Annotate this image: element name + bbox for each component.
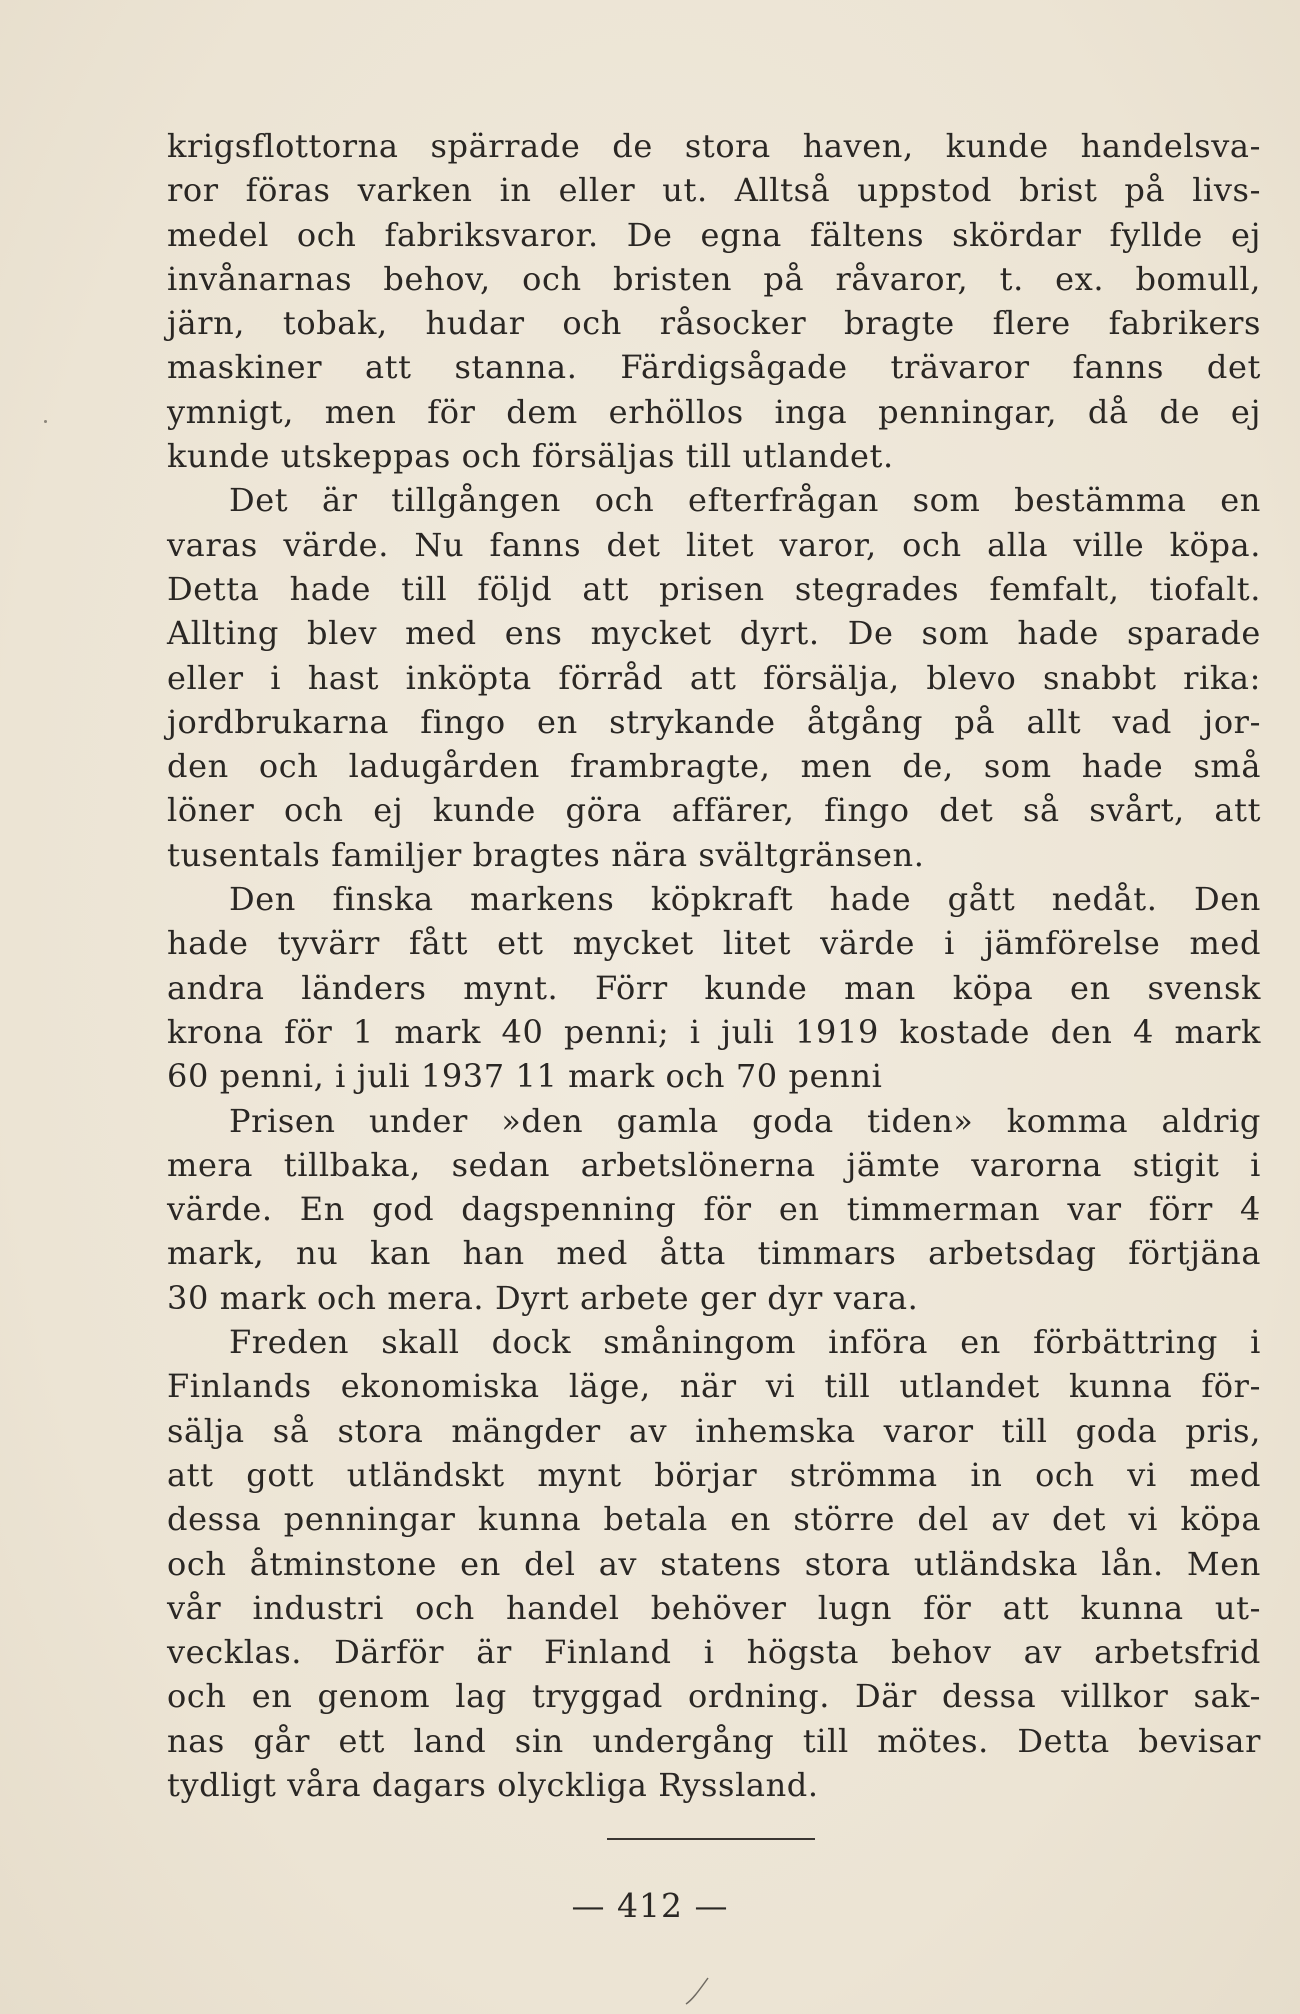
text-line: sälja så stora mängder av inhemska varor till goda pris,	[167, 1411, 1261, 1450]
text-line: tydligt våra dagars olyckliga Ryssland.	[167, 1765, 819, 1804]
text-line: vår industri och handel behöver lugn för att kunna ut-	[167, 1588, 1262, 1627]
text-line: 60 penni, i juli 1937 11 mark och 70 penni	[167, 1057, 883, 1096]
text-line: maskiner att stanna. Färdigsågade trävaror fanns det	[167, 348, 1262, 387]
text-line: vecklas. Därför är Finland i högsta behov av arbetsfrid	[167, 1633, 1262, 1672]
text-line: Freden skall dock småningom införa en förbättring i	[229, 1323, 1261, 1362]
text-line: krona för 1 mark 40 penni; i juli 1919 kostade den 4 mark	[167, 1012, 1262, 1051]
text-line: nas går ett land sin undergång till mötes. Detta bevisar	[167, 1721, 1262, 1760]
footer-rule	[607, 1838, 815, 1840]
text-line: dessa penningar kunna betala en större del av det vi köpa	[167, 1500, 1262, 1539]
text-line: och en genom lag tryggad ordning. Där dessa villkor sak-	[167, 1677, 1261, 1716]
text-line: löner och ej kunde göra affärer, fingo det så svårt, att	[167, 791, 1262, 830]
page-number: — 412 —	[571, 1886, 729, 1925]
text-line: den och ladugården frambragte, men de, som hade små	[167, 747, 1262, 786]
text-line: mera tillbaka, sedan arbetslönerna jämte varorna stigit i	[167, 1145, 1262, 1184]
speck-mark	[44, 420, 47, 423]
text-line: värde. En god dagspenning för en timmerman var förr 4	[167, 1190, 1261, 1229]
text-line: att gott utländskt mynt börjar strömma in och vi med	[167, 1455, 1262, 1494]
text-line: järn, tobak, hudar och råsocker bragte flere fabrikers	[167, 304, 1262, 343]
text-line: andra länders mynt. Förr kunde man köpa en svensk	[167, 968, 1261, 1007]
text-line: Allting blev med ens mycket dyrt. De som hade sparade	[167, 614, 1261, 653]
text-line: 30 mark och mera. Dyrt arbete ger dyr vara.	[167, 1278, 919, 1317]
text-line: mark, nu kan han med åtta timmars arbetsdag förtjäna	[167, 1234, 1262, 1273]
text-line: varas värde. Nu fanns det litet varor, och alla ville köpa.	[167, 525, 1261, 564]
pencil-mark-icon	[684, 1976, 710, 2006]
text-line: krigsflottorna spärrade de stora haven, kunde handelsva-	[167, 127, 1262, 165]
text-line: Den finska markens köpkraft hade gått nedåt. Den	[229, 880, 1261, 919]
text-line: kunde utskeppas och försäljas till utlandet.	[167, 437, 894, 476]
text-line: och åtminstone en del av statens stora utländska lån. Men	[167, 1544, 1262, 1583]
text-line: Det är tillgången och efterfrågan som bestämma en	[229, 481, 1261, 520]
body-text	[167, 124, 1261, 1807]
text-line: Prisen under »den gamla goda tiden» komma aldrig	[229, 1101, 1261, 1140]
text-line: ymnigt, men för dem erhöllos inga penningar, då de ej	[167, 392, 1261, 431]
text-line: eller i hast inköpta förråd att försälja, blevo snabbt rika:	[167, 658, 1261, 697]
text-line: Detta hade till följd att prisen stegrades femfalt, tiofalt.	[167, 569, 1262, 608]
text-line: medel och fabriksvaror. De egna fältens skördar fyllde ej	[167, 215, 1262, 254]
text-line: jordbrukarna fingo en strykande åtgång på allt vad jor-	[167, 702, 1261, 741]
text-line: invånarnas behov, och bristen på råvaror, t. ex. bomull,	[167, 259, 1261, 298]
text-line: tusentals familjer bragtes nära svältgränsen.	[167, 835, 925, 874]
text-line: hade tyvärr fått ett mycket litet värde i jämförelse med	[167, 924, 1262, 963]
text-line: Finlands ekonomiska läge, när vi till utlandet kunna för-	[167, 1367, 1261, 1406]
text-line: ror föras varken in eller ut. Alltså uppstod brist på livs-	[167, 171, 1261, 210]
